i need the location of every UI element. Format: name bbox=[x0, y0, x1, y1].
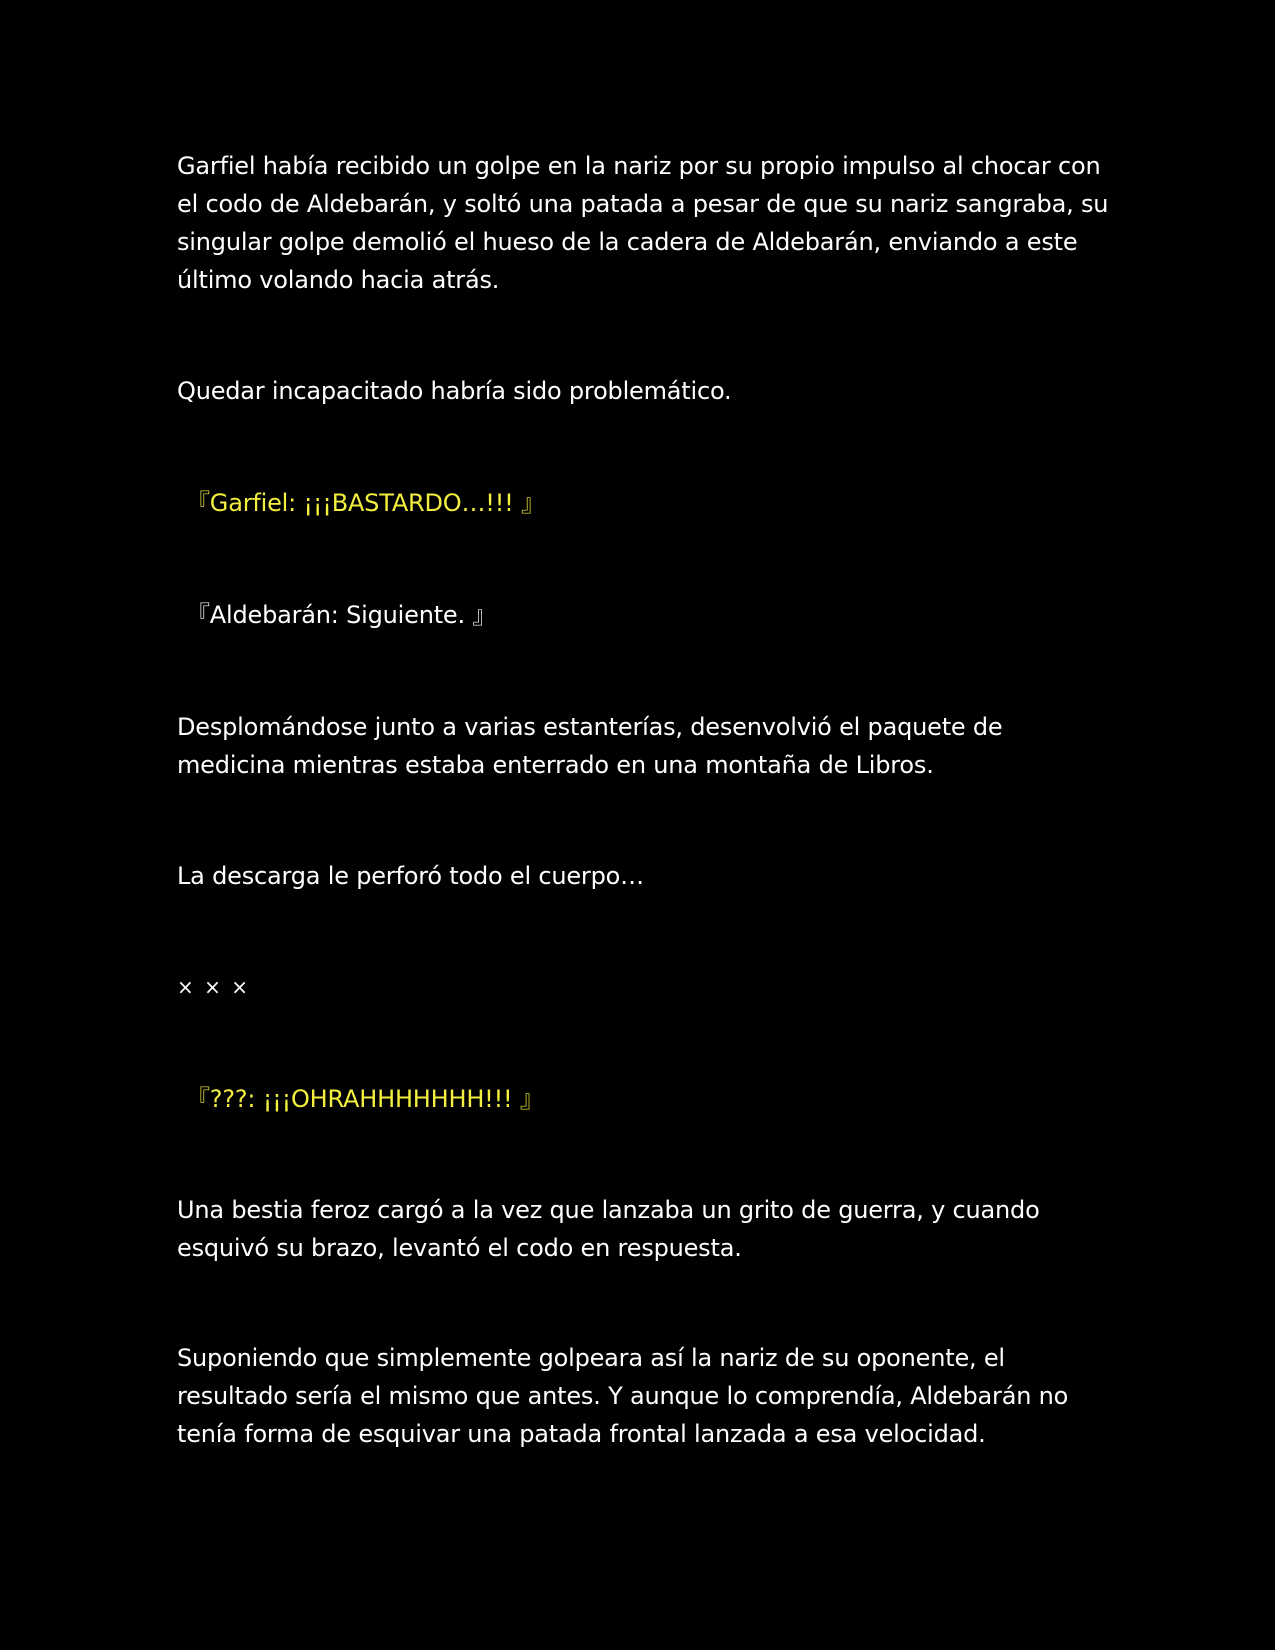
scene-separator: × × × bbox=[177, 975, 250, 999]
dialogue-aldebaran: 『Aldebarán: Siguiente. 』 bbox=[186, 601, 497, 629]
paragraph-incapacitated: Quedar incapacitado habría sido problemático. bbox=[177, 377, 732, 405]
paragraph-discharge: La descarga le perforó todo el cuerpo… bbox=[177, 862, 644, 890]
paragraph-beast-charge: Una bestia feroz cargó a la vez que lanzaba un grito de guerra, y cuando esquivó su brazo, levantó el codo en respuesta. bbox=[177, 1196, 1040, 1262]
paragraph-garfiel-kick: Garfiel había recibido un golpe en la nariz por su propio impulso al chocar con el codo de Aldebarán, y soltó una patada a pesar de que su nariz sangraba, su singular golpe demolió el hueso de la cadera de Aldebarán, enviando a este último volando hacia atrás. bbox=[177, 152, 1109, 294]
paragraph-collapsing: Desplomándose junto a varias estanterías, desenvolvió el paquete de medicina mientras estaba enterrado en una montaña de Libros. bbox=[177, 713, 1003, 779]
dialogue-unknown: 『???: ¡¡¡OHRAHHHHHHH!!! 』 bbox=[186, 1085, 544, 1113]
paragraph-supposing: Suponiendo que simplemente golpeara así la nariz de su oponente, el resultado sería el mismo que antes. Y aunque lo comprendía, Aldebarán no tenía forma de esquivar una patada frontal lanzada a esa velocidad. bbox=[177, 1344, 1069, 1448]
dialogue-garfiel: 『Garfiel: ¡¡¡BASTARDO…!!! 』 bbox=[186, 489, 545, 517]
